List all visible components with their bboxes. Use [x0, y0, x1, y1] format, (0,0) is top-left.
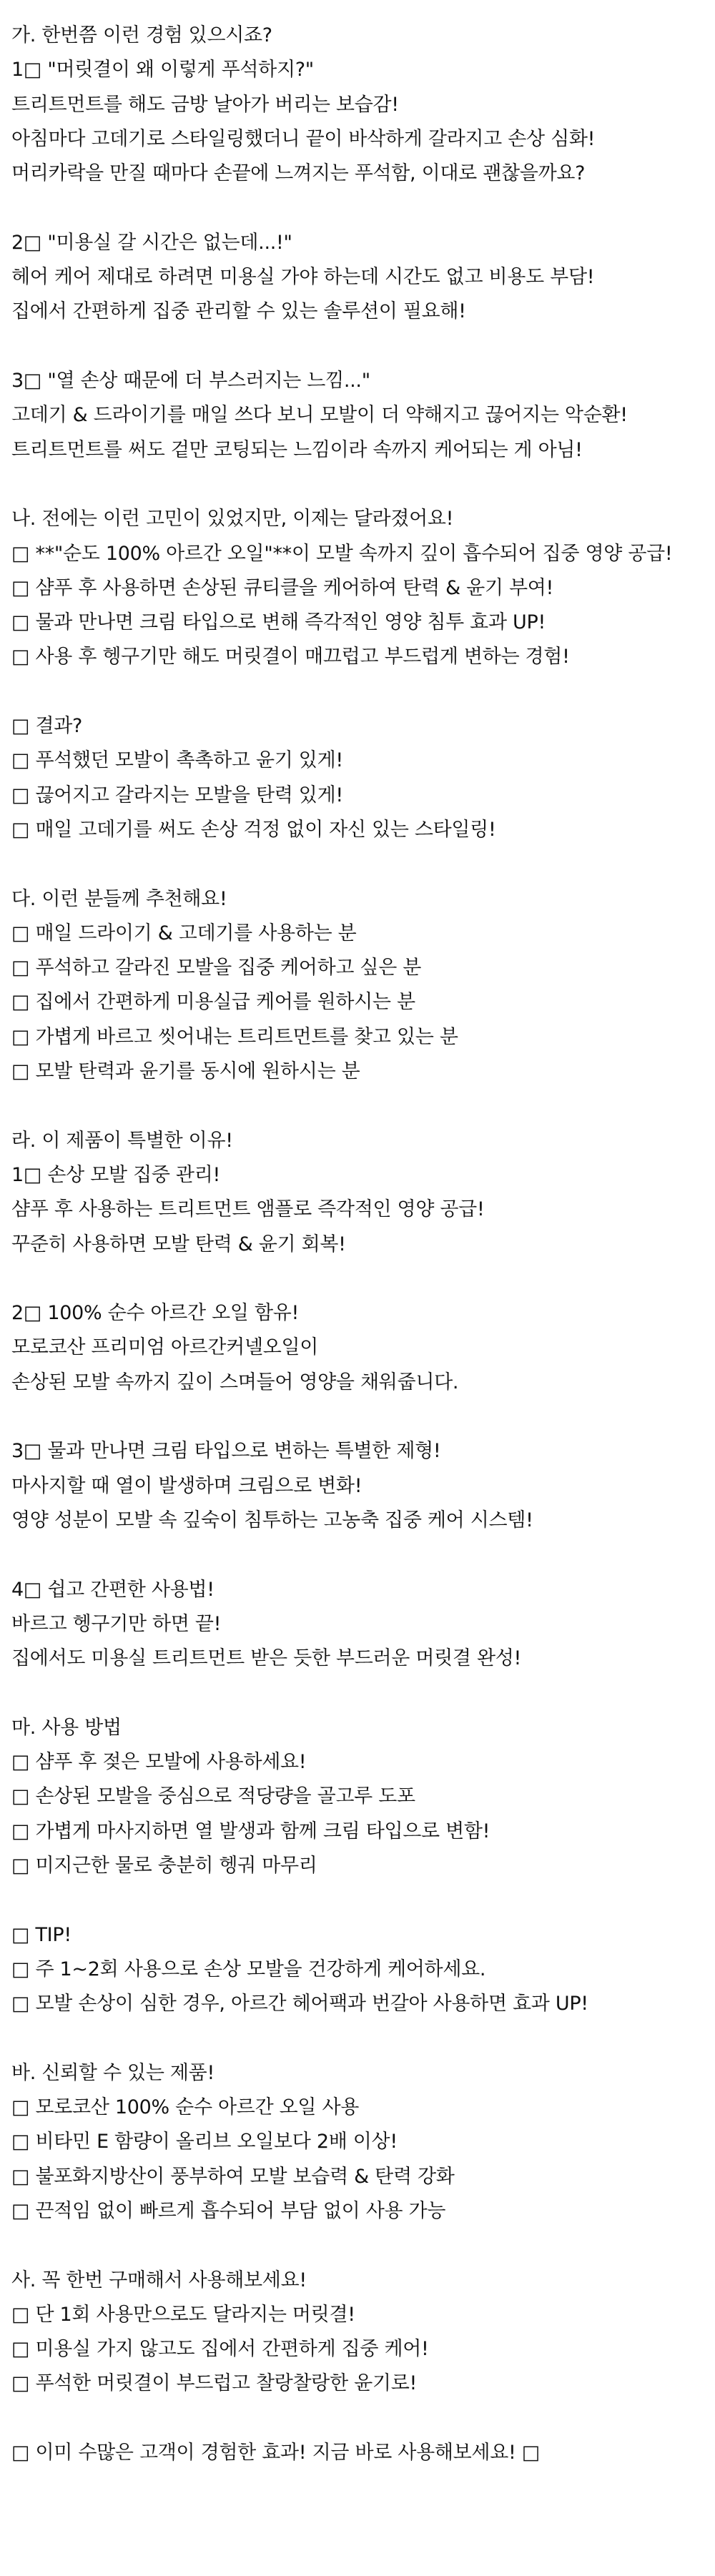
text-line: 4□ 쉽고 간편한 사용법!: [11, 1578, 214, 1601]
text-line: □ 푸석한 머릿결이 부드럽고 찰랑찰랑한 윤기로!: [11, 2372, 418, 2395]
text-line: □ TIP!: [11, 1923, 72, 1946]
text-line: □ 모발 탄력과 윤기를 동시에 원하시는 분: [11, 1060, 360, 1082]
text-line: □ 가볍게 바르고 씻어내는 트리트먼트를 찾고 있는 분: [11, 1025, 458, 1048]
text-line: □ 단 1회 사용만으로도 달라지는 머릿결!: [11, 2303, 355, 2326]
text-line: □ 매일 고데기를 써도 손상 걱정 없이 자신 있는 스타일링!: [11, 818, 496, 841]
text-line: 라. 이 제품이 특별한 이유!: [11, 1129, 233, 1152]
text-line: 트리트먼트를 써도 겉만 코팅되는 느낌이라 속까지 케어되는 게 아님!: [11, 438, 583, 461]
text-line: □ 푸석했던 모발이 촉촉하고 윤기 있게!: [11, 749, 343, 772]
text-line: □ 미지근한 물로 충분히 헹궈 마무리: [11, 1854, 317, 1877]
text-line: 나. 전에는 이런 고민이 있었지만, 이제는 달라졌어요!: [11, 508, 454, 531]
text-line: 고데기 & 드라이기를 매일 쓰다 보니 모발이 더 약해지고 끊어지는 악순환!: [11, 404, 628, 427]
text-line: 손상된 모발 속까지 깊이 스며들어 영양을 채워줍니다.: [11, 1371, 459, 1393]
text-line: □ 끊어지고 갈라지는 모발을 탄력 있게!: [11, 784, 343, 806]
text-line: 2□ 100% 순수 아르간 오일 함유!: [11, 1302, 300, 1325]
text-line: 가. 한번쯤 이런 경험 있으시죠?: [11, 24, 272, 46]
text-line: □ 손상된 모발을 중심으로 적당량을 골고루 도포: [11, 1785, 415, 1808]
text-line: 집에서 간편하게 집중 관리할 수 있는 솔루션이 필요해!: [11, 300, 466, 323]
text-line: □ 집에서 간편하게 미용실급 케어를 원하시는 분: [11, 991, 415, 1014]
text-line: 마사지할 때 열이 발생하며 크림으로 변화!: [11, 1474, 363, 1497]
text-line: □ 푸석하고 갈라진 모발을 집중 케어하고 싶은 분: [11, 957, 422, 979]
text-line: 1□ 손상 모발 집중 관리!: [11, 1163, 220, 1186]
text-line: □ 끈적임 없이 빠르게 흡수되어 부담 없이 사용 가능: [11, 2199, 446, 2222]
text-line: □ 물과 만나면 크림 타입으로 변해 즉각적인 영양 침투 효과 UP!: [11, 611, 546, 634]
text-line: 모로코산 프리미엄 아르간커넬오일이: [11, 1336, 319, 1359]
text-line: □ 결과?: [11, 715, 83, 737]
text-line: 아침마다 고데기로 스타일링했더니 끝이 바삭하게 갈라지고 손상 심화!: [11, 127, 596, 150]
text-line: □ 가볍게 마사지하면 열 발생과 함께 크림 타입으로 변함!: [11, 1820, 490, 1842]
text-line: 1□ "머릿결이 왜 이렇게 푸석하지?": [11, 59, 314, 82]
text-line: 바. 신뢰할 수 있는 제품!: [11, 2061, 214, 2084]
text-line: 2□ "미용실 갈 시간은 없는데...!": [11, 231, 292, 254]
text-line: □ 미용실 가지 않고도 집에서 간편하게 집중 케어!: [11, 2338, 429, 2361]
text-line: 3□ 물과 만나면 크림 타입으로 변하는 특별한 제형!: [11, 1440, 441, 1463]
text-line: □ 모로코산 100% 순수 아르간 오일 사용: [11, 2096, 360, 2118]
text-line: □ 사용 후 헹구기만 해도 머릿결이 매끄럽고 부드럽게 변하는 경험!: [11, 646, 570, 668]
text-line: □ 불포화지방산이 풍부하여 모발 보습력 & 탄력 강화: [11, 2165, 455, 2188]
text-line: □ **"순도 100% 아르간 오일"**이 모발 속까지 깊이 흡수되어 집중 영양 공급!: [11, 542, 673, 565]
text-line: □ 이미 수많은 고객이 경험한 효과! 지금 바로 사용해보세요! □: [11, 2442, 540, 2464]
text-line: 머리카락을 만질 때마다 손끝에 느껴지는 푸석함, 이대로 괜찮을까요?: [11, 162, 586, 185]
text-line: □ 샴푸 후 사용하면 손상된 큐티클을 케어하여 탄력 & 윤기 부여!: [11, 576, 554, 599]
text-line: 샴푸 후 사용하는 트리트먼트 앰플로 즉각적인 영양 공급!: [11, 1198, 485, 1221]
text-line: 꾸준히 사용하면 모발 탄력 & 윤기 회복!: [11, 1233, 346, 1255]
text-line: □ 주 1~2회 사용으로 손상 모발을 건강하게 케어하세요.: [11, 1958, 486, 1980]
text-line: 헤어 케어 제대로 하려면 미용실 가야 하는데 시간도 없고 비용도 부담!: [11, 266, 595, 289]
text-line: 트리트먼트를 해도 금방 날아가 버리는 보습감!: [11, 93, 399, 116]
text-line: 마. 사용 방법: [11, 1716, 122, 1739]
text-line: □ 모발 손상이 심한 경우, 아르간 헤어팩과 번갈아 사용하면 효과 UP!: [11, 1993, 588, 2015]
text-line: 사. 꼭 한번 구매해서 사용해보세요!: [11, 2269, 307, 2291]
text-line: □ 비타민 E 함량이 올리브 오일보다 2배 이상!: [11, 2131, 398, 2153]
text-line: 바르고 헹구기만 하면 끝!: [11, 1612, 222, 1635]
text-line: 다. 이런 분들께 추천해요!: [11, 887, 227, 910]
text-line: □ 샴푸 후 젖은 모발에 사용하세요!: [11, 1751, 307, 1773]
text-line: 집에서도 미용실 트리트먼트 받은 듯한 부드러운 머릿결 완성!: [11, 1647, 522, 1670]
text-line: 영양 성분이 모발 속 깊숙이 침투하는 고농축 집중 케어 시스템!: [11, 1509, 533, 1531]
text-line: □ 매일 드라이기 & 고데기를 사용하는 분: [11, 922, 357, 944]
text-line: 3□ "열 손상 때문에 더 부스러지는 느낌...": [11, 370, 370, 392]
